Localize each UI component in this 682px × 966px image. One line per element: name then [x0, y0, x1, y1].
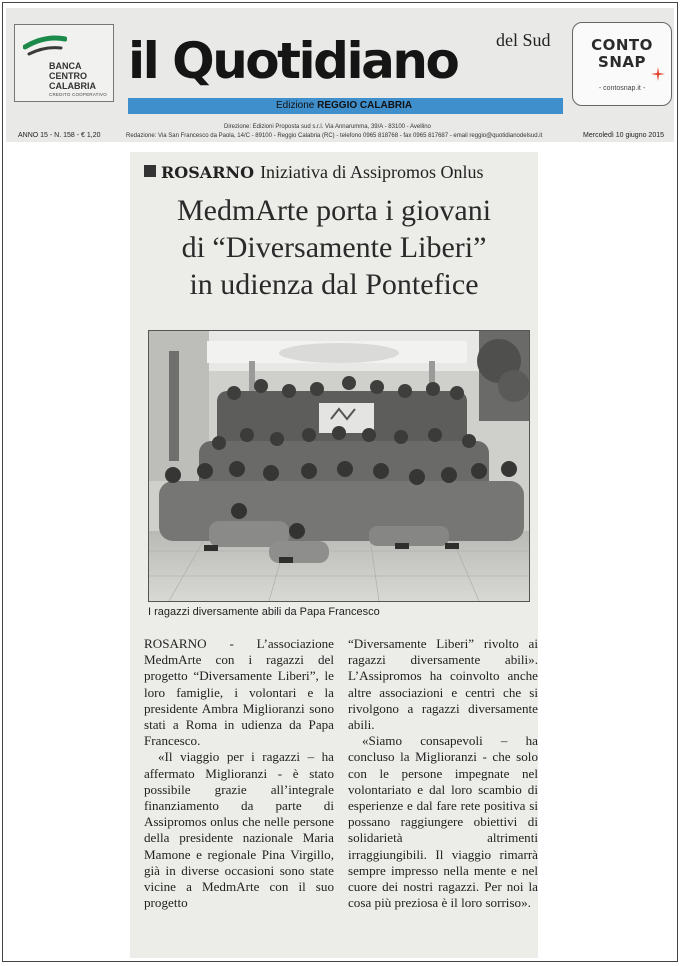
article-kicker: [144, 162, 484, 183]
sparkle-icon: [651, 67, 665, 81]
photo-caption: I ragazzi diversamente abili da Papa Francesco: [148, 606, 380, 618]
masthead: [6, 8, 674, 142]
bank-advert[interactable]: [14, 24, 114, 102]
bank-name: BANCA CENTRO CALABRIA: [49, 61, 96, 91]
kicker-text: Iniziativa di Assipromos Onlus: [260, 162, 484, 182]
group-photo-image: [149, 331, 529, 601]
issue-date: Mercoledì 10 giugno 2015: [583, 132, 664, 139]
contosnap-advert[interactable]: [572, 22, 672, 106]
direction-line: Direzione: Edizioni Proposta sud s.r.l. Via Annarumma, 39/A - 83100 - Avellino: [224, 124, 431, 130]
group-photo: [148, 330, 530, 602]
editorial-info: [126, 123, 543, 141]
edition-label: [276, 98, 412, 114]
article-clipping: [130, 152, 538, 958]
editorial-line: Redazione: Via San Francesco da Paola, 14/C - 89100 - Reggio Calabria (RC) - telefono 0965 818768 - fax 0965 817687 - email reggio@quotidianodelsud.it: [126, 133, 543, 139]
edition-word: Edizione: [276, 100, 315, 111]
edition-city: REGGIO CALABRIA: [317, 100, 413, 111]
headline-line: in udienza dal Pontefice: [189, 268, 479, 301]
article-column-right: [348, 636, 538, 911]
kicker-place: ROSARNO: [161, 163, 255, 182]
article-paragraph: «Siamo consapevoli – ha concluso la Miglioranzi - che solo con le persone impegnate nel volontariato e dal loro scambio di esperienze e dal fare rete positiva si possano raggiungere obiettivi di solidarietà altrimenti irraggiungibili. Il viaggio rimarrà sempre impresso nella mente e nel cuore dei nostri ragazzi. Per noi la cosa più preziosa è il loro sorriso».: [348, 733, 538, 911]
article-paragraph: “Diversamente Liberi” rivolto ai ragazzi diversamente abili». L’Assipromos ha coinvolto anche altre associazioni e centri che si rivolgono a ragazzi diversamente abili.: [348, 636, 538, 733]
newspaper-title-sub: del Sud: [496, 30, 551, 50]
newspaper-title: il Quotidiano: [128, 32, 458, 90]
headline-line: MedmArte porta i giovani: [176, 194, 492, 227]
kicker-square-icon: [144, 165, 156, 177]
bank-logo-icon: [23, 33, 67, 57]
headline-line: di “Diversamente Liberi”: [181, 231, 487, 264]
article-headline: [130, 192, 538, 303]
article-column-left: [144, 636, 334, 911]
contosnap-url: - contosnap.it -: [598, 85, 646, 92]
bank-subtitle: CREDITO COOPERATIVO: [49, 92, 107, 97]
issue-info: ANNO 15 - N. 158 - € 1,20: [18, 132, 101, 139]
article-paragraph: ROSARNO - L’associazione MedmArte con i ragazzi del progetto “Diversamente Liberi”, le loro famiglie, i volontari e la presidente Ambra Miglioranzi sono stati a Roma in udienza da Papa Francesco.: [144, 636, 334, 749]
article-paragraph: «Il viaggio per i ragazzi – ha affermato Miglioranzi - è stato possibile grazie all’integrale finanziamento da parte di Assipromos onlus che nelle persone della presidente nazionale Maria Mamone e regionale Pina Virgillo, già in diverse occasioni sono state vicine a MedmArte con il suo progetto: [144, 749, 334, 911]
contosnap-logo-text: CONTO SNAP: [591, 36, 653, 71]
